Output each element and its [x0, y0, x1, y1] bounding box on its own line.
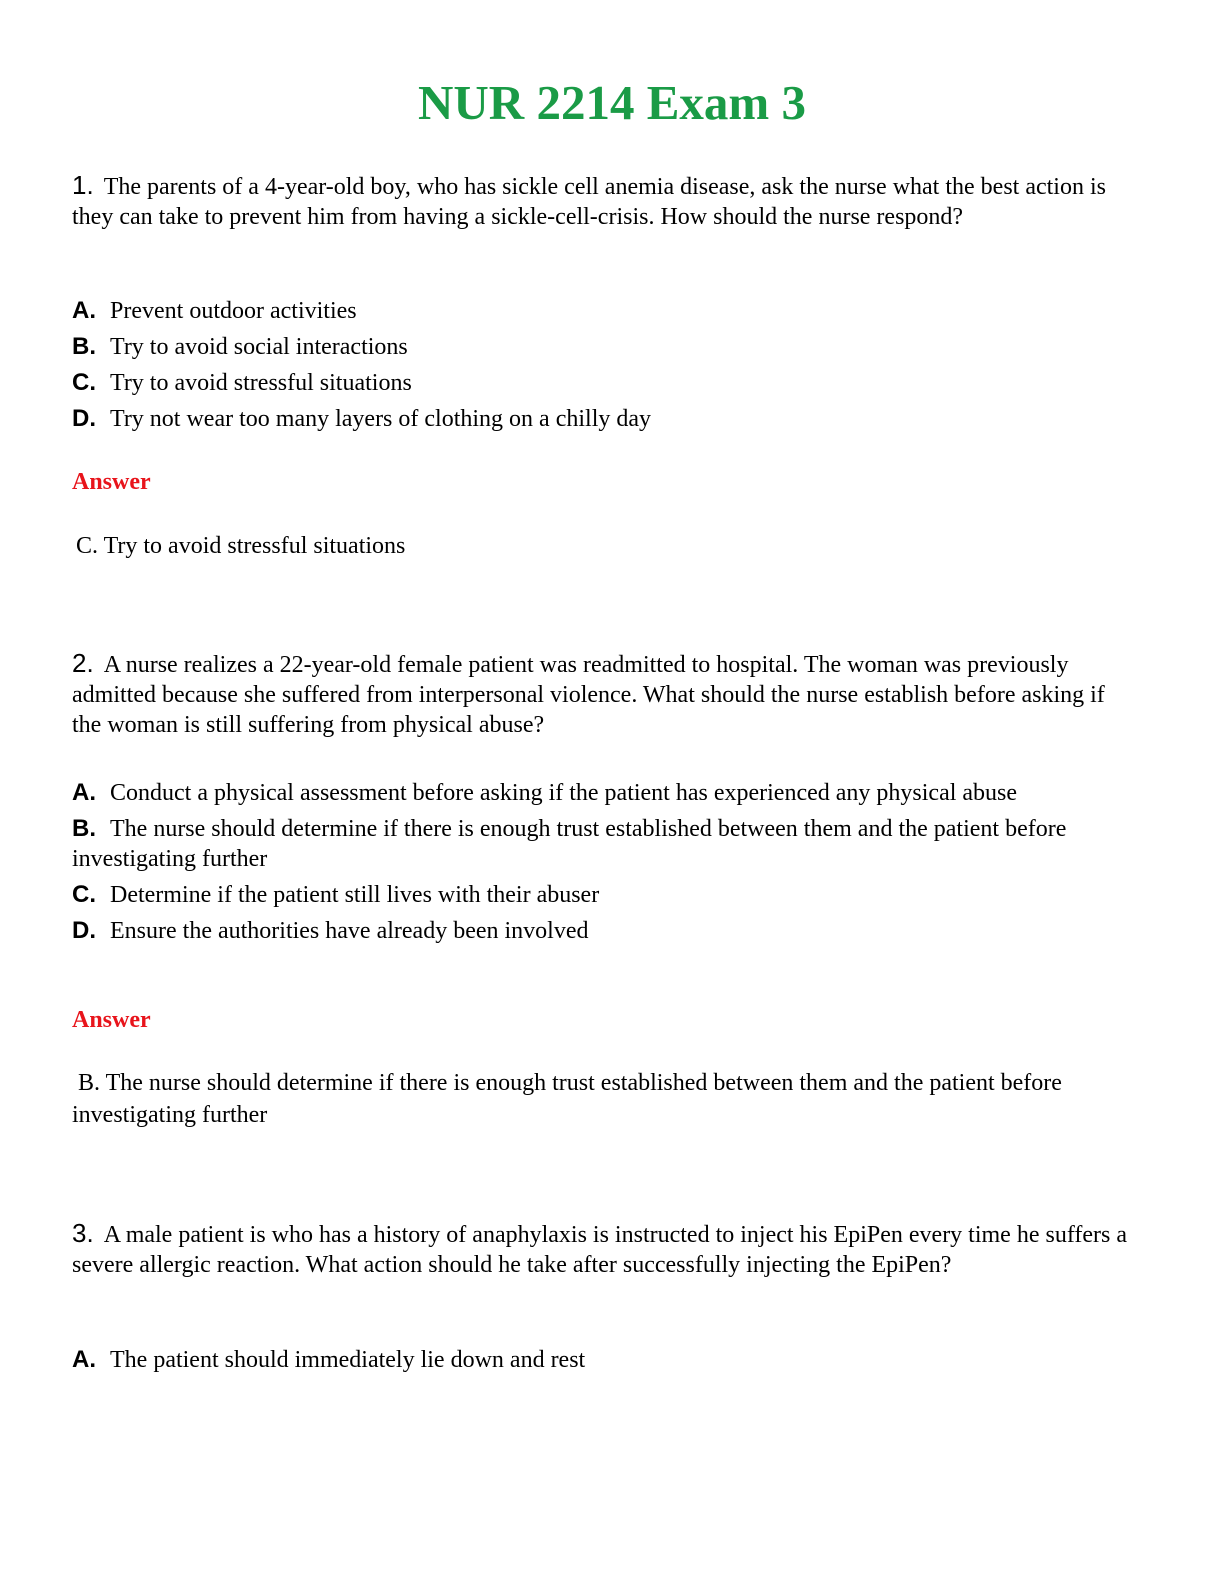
option-text: Try to avoid social interactions [110, 334, 408, 360]
answer-text [72, 1067, 1138, 1131]
option-a [72, 778, 1138, 808]
option-text: Ensure the authorities have already been involved [110, 918, 589, 944]
options-list [72, 1345, 1138, 1375]
question-stem: The parents of a 4-year-old boy, who has sickle cell anemia disease, ask the nurse what the best action is they can take to prevent him from having a sickle-cell-crisis. How should the nurse respond? [72, 174, 1106, 230]
question-3 [72, 1218, 1138, 1280]
option-letter: A. [72, 297, 96, 324]
question-stem: A nurse realizes a 22-year-old female patient was readmitted to hospital. The woman was previously admitted because she suffered from interpersonal violence. What should the nurse establish before asking if the woman is still suffering from physical abuse? [72, 652, 1105, 738]
option-letter: D. [72, 405, 96, 432]
question-text [72, 170, 1138, 232]
question-3-options [72, 1345, 1138, 1381]
answer-label: Answer [72, 469, 151, 495]
page-title: NUR 2214 Exam 3 [418, 75, 806, 130]
option-letter: B. [72, 815, 96, 842]
option-text: Try not wear too many layers of clothing on a chilly day [110, 406, 652, 432]
question-1-options [72, 296, 1138, 440]
option-letter: C. [72, 881, 96, 908]
options-list [72, 296, 1138, 434]
question-number: 3. [72, 1218, 94, 1248]
question-number: 1. [72, 170, 94, 200]
question-stem: A male patient is who has a history of anaphylaxis is instructed to inject his EpiPen every time he suffers a severe allergic reaction. What action should he take after successfully injecting the EpiPen? [72, 1222, 1128, 1278]
option-a [72, 296, 1138, 326]
option-a [72, 1345, 1138, 1375]
option-letter: C. [72, 369, 96, 396]
option-text: Try to avoid stressful situations [110, 370, 412, 396]
option-b [72, 814, 1138, 874]
answer-2-text [72, 1067, 1138, 1131]
option-letter: B. [72, 333, 96, 360]
option-text: The nurse should determine if there is enough trust established between them and the patient before investigating further [72, 816, 1067, 872]
question-text [72, 648, 1138, 740]
question-2 [72, 648, 1138, 740]
answer-text-content: B. The nurse should determine if there is enough trust established between them and the patient before investigating further [72, 1070, 1062, 1128]
options-list [72, 778, 1138, 946]
option-text: Determine if the patient still lives with their abuser [110, 882, 600, 908]
option-c [72, 368, 1138, 398]
question-1 [72, 170, 1138, 232]
option-text: The patient should immediately lie down and rest [110, 1347, 586, 1373]
answer-label: Answer [72, 1007, 151, 1033]
option-letter: D. [72, 917, 96, 944]
option-letter: A. [72, 779, 96, 806]
option-d [72, 404, 1138, 434]
option-letter: A. [72, 1346, 96, 1373]
option-text: Prevent outdoor activities [110, 298, 357, 324]
question-text [72, 1218, 1138, 1280]
option-b [72, 332, 1138, 362]
answer-text: C. Try to avoid stressful situations [76, 533, 406, 559]
answer-2 [72, 1005, 1138, 1035]
question-2-options [72, 778, 1138, 952]
option-c [72, 880, 1138, 910]
question-number: 2. [72, 648, 94, 678]
answer-1-text [76, 530, 1142, 562]
answer-1 [72, 467, 1138, 497]
option-d [72, 916, 1138, 946]
option-text: Conduct a physical assessment before asking if the patient has experienced any physical abuse [110, 780, 1018, 806]
